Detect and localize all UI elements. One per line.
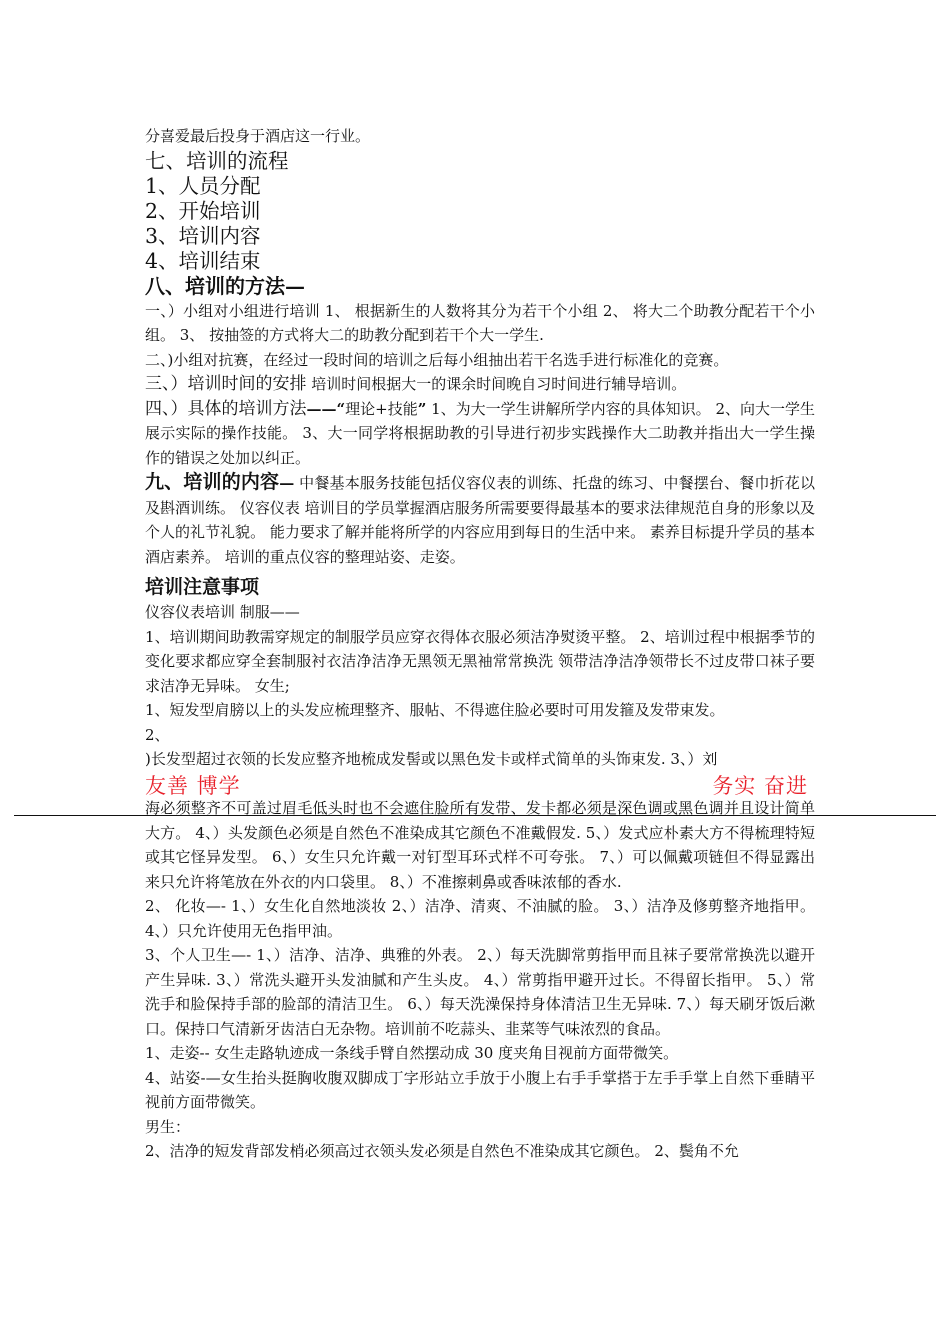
lower-paragraph: 1、走姿-- 女生走路轨迹成一条线手臂自然摆动成 30 度夹角目视前方面带微笑。	[145, 1044, 679, 1062]
footer-motto-right: 务实 奋进	[712, 774, 808, 798]
section-8-dash: ——“	[306, 399, 346, 418]
section-8-title: 八、培训的方法—	[145, 273, 305, 298]
section-8-subhead: 四、）具体的培训方法	[145, 398, 307, 419]
notes-paragraph: )长发型超过衣领的长发应整齐地梳成发髻或以黑色发卡或样式简单的头饰束发. 3、）刘	[145, 750, 718, 768]
upper-section	[145, 124, 815, 772]
section-7-item: 2、开始培训	[145, 198, 261, 223]
section-8-paragraph	[145, 397, 815, 471]
section-8-text: 培训时间根据大一的课余时间晚自习时间进行辅导培训。	[306, 375, 687, 393]
notes-paragraph: 2、	[145, 725, 170, 744]
lower-paragraph: 男生：	[145, 1117, 191, 1136]
section-9-text: 中餐基本服务技能包括仪容仪表的训练、托盘的练习、中餐摆台、餐巾折花以及斟酒训练。 仪容仪表 培训目的学员掌握酒店服务所需要要得最基本的要求法律规范自身的形象以及个人的礼节礼貌。 能力要求了解并能将所学的内容应用到每日的生活中来。 素养目标提升学员的基本酒店素养。 培训的重点仪容的整理站姿、走姿。	[145, 474, 815, 566]
lower-paragraph: 3、个人卫生—- 1、）洁净、洁净、典雅的外表。 2、）每天洗脚常剪指甲而且袜子要常常换洗以避开产生异味. 3、）常洗头避开头发油腻和产生头皮。 4、）常剪指甲避开过长。不得留长指甲。 5、）常洗手和脸保持手部的脸部的清洁卫生。 6、）每天洗澡保持身体清洁卫生无异味. 7、）每天刷牙饭后漱口。保持口气清新牙齿洁白无杂物。培训前不吃蒜头、韭菜等气味浓烈的食品。	[145, 946, 815, 1038]
intro-tail-text: 分喜爱最后投身于酒店这一行业。	[145, 127, 371, 145]
section-8-paragraph: 二、)小组对抗赛，在经过一段时间的培训之后每小组抽出若干名选手进行标准化的竞赛。	[145, 350, 729, 369]
lower-paragraph: 4、站姿-—女生抬头挺胸收腹双脚成丁字形站立手放于小腹上右手手掌搭于左手手掌上自然下垂睛平视前方面带微笑。	[145, 1068, 815, 1111]
section-9-title: 九、培训的内容	[145, 471, 280, 493]
section-7-item: 3、培训内容	[145, 223, 261, 248]
footer-motto-left: 友善 博学	[145, 774, 241, 798]
section-7-item: 4、培训结束	[145, 248, 261, 273]
notes-title: 培训注意事项	[145, 576, 260, 598]
section-8-quote: ”	[417, 399, 427, 418]
section-9-dash: —	[279, 474, 295, 492]
section-8-paragraph	[145, 372, 815, 397]
lower-paragraph: 2、洁净的短发背部发梢必须高过衣领头发必须是自然色不准染成其它颜色。 2、鬓角不允	[145, 1142, 739, 1160]
lower-paragraph: 海必须整齐不可盖过眉毛低头时也不会遮住脸所有发带、发卡都必须是深色调或黑色调并且设计简单大方。 4、）头发颜色必须是自然色不准染成其它颜色不准戴假发. 5、）发式应朴素大方不得梳理特短或其它怪异发型。 6、）女生只允许戴一对钉型耳环式样不可夸张。 7、）可以佩戴项链但不得显露出来只允许将笔放在外衣的内口袋里。 8、）不准擦刺鼻或香味浓郁的香水.	[145, 799, 815, 891]
section-8-text: 1、为大一学生讲解所学内容的具体知识。 2、向大一学生展示实际的操作技能。 3、大一同学将根据助教的引导进行初步实践操作大二助教并指出大一学生操作的错误之处加以纠正。	[145, 399, 815, 467]
section-7-title: 七、培训的流程	[145, 148, 289, 173]
notes-paragraph: 1、培训期间助教需穿规定的制服学员应穿衣得体衣服必须洁净熨烫平整。 2、培训过程中根据季节的变化要求都应穿全套制服衬衣洁净洁净无黑领无黑袖常常换洗 领带洁净洁净领带长不过皮带口袜子要求洁净无异味。 女生;	[145, 627, 815, 695]
section-8-method: 理论+技能	[345, 399, 418, 418]
section-8-subhead: 三、）培训时间的安排	[145, 374, 307, 394]
section-8-paragraph: 一、）小组对小组进行培训 1、 根据新生的人数将其分为若干个小组 2、 将大二个助教分配若干个小组。 3、 按抽签的方式将大二的助教分配到若干个大一学生.	[145, 301, 815, 344]
section-7-item: 1、人员分配	[145, 173, 261, 198]
notes-paragraph: 1、短发型肩膀以上的头发应梳理整齐、服帖、不得遮住脸必要时可用发箍及发带束发。	[145, 701, 725, 719]
section-9-paragraph	[145, 470, 815, 569]
lower-paragraph: 2、 化妆—- 1、）女生化自然地淡妆 2、）洁净、清爽、不油腻的脸。 3、）洁净及修剪整齐地指甲。 4、）只允许使用无色指甲油。	[145, 897, 815, 940]
lower-section	[145, 796, 815, 1164]
notes-subtitle: 仪容仪表培训 制服——	[145, 603, 300, 621]
